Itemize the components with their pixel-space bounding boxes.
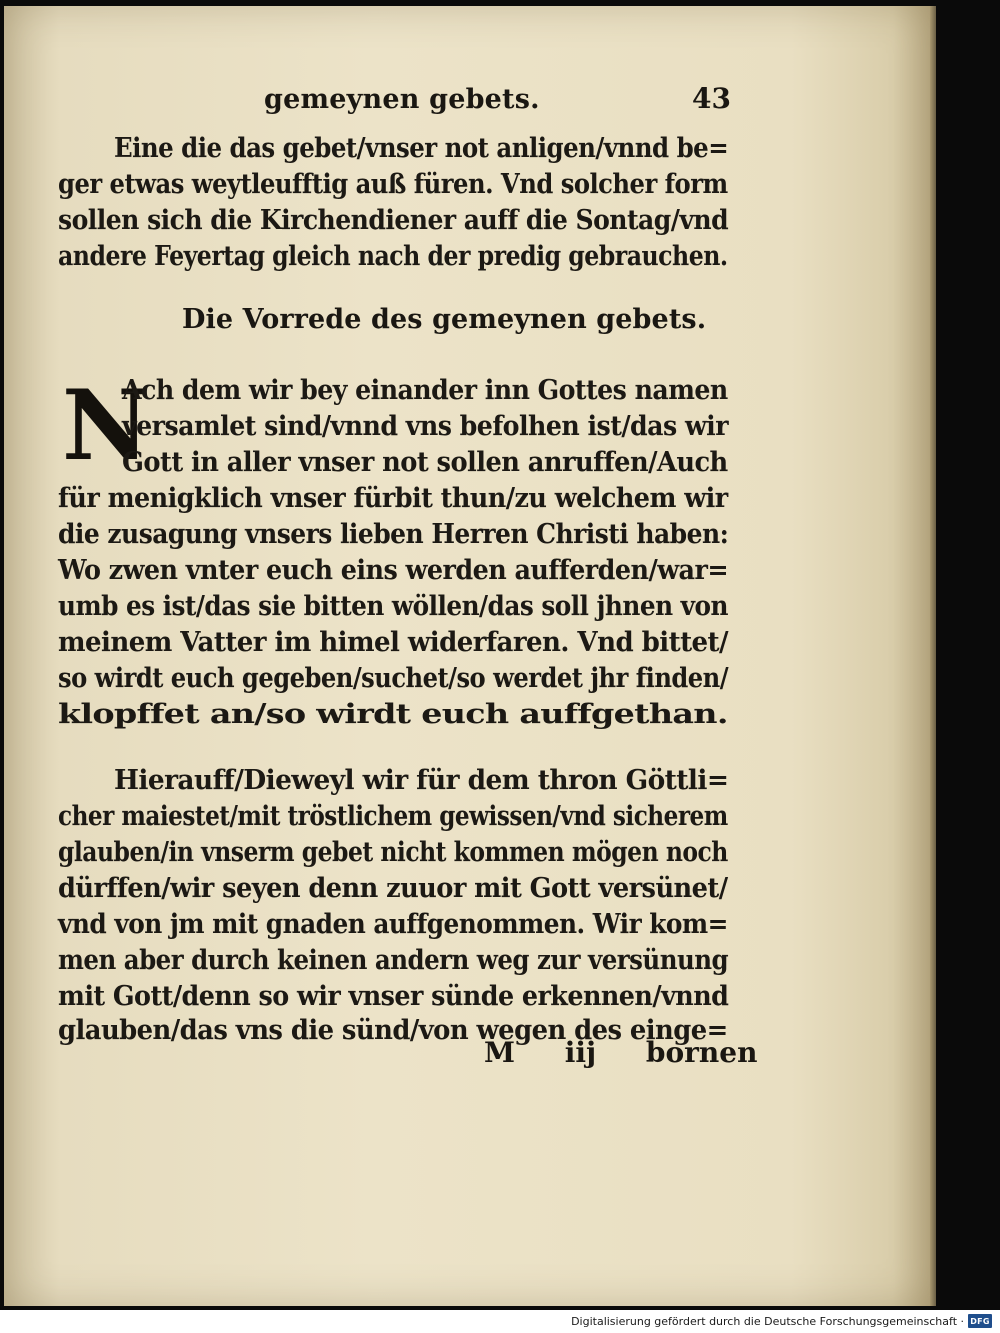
- paragraph-line: die zusagung vnsers lieben Herren Christi haben:: [58, 518, 729, 550]
- paragraph-line: umb es ist/das sie bitten wöllen/das soll jhnen von: [58, 590, 728, 622]
- paragraph-line: Gott in aller vnser not sollen anruffen/Auch: [122, 446, 728, 478]
- paragraph-line: men aber durch keinen andern weg zur versünung: [58, 944, 729, 976]
- paragraph-line: glauben/das vns die sünd/von wegen des einge=: [58, 1014, 728, 1046]
- paragraph-line: versamlet sind/vnnd vns befolhen ist/das wir: [122, 410, 728, 442]
- paragraph-line: so wirdt euch gegeben/suchet/so werdet jhr finden/: [58, 662, 729, 694]
- credit-text: Digitalisierung gefördert durch die Deutsche Forschungsgemeinschaft ·: [571, 1314, 964, 1328]
- paragraph-line: meinem Vatter im himel widerfaren. Vnd bittet/: [58, 626, 728, 658]
- intro-line: ger etwas weytleufftig auß füren. Vnd solcher form: [58, 168, 728, 200]
- paragraph-line: cher maiestet/mit tröstlichem gewissen/vnd sicherem: [58, 800, 728, 832]
- paragraph-line: für menigklich vnser fürbit thun/zu welchem wir: [58, 482, 728, 514]
- intro-line: sollen sich die Kirchendiener auff die Sontag/vnd: [58, 204, 729, 236]
- paragraph-line: mit Gott/denn so wir vnser sünde erkennen/vnnd: [58, 980, 729, 1012]
- paragraph-line: dürffen/wir seyen denn zuuor mit Gott versünet/: [58, 872, 728, 904]
- paragraph-line: Ach dem wir bey einander inn Gottes namen: [122, 374, 728, 406]
- drop-initial: N: [62, 369, 150, 482]
- section-heading: Die Vorrede des gemeynen gebets.: [182, 304, 707, 335]
- paragraph-line: glauben/in vnserm gebet nicht kommen mögen noch: [58, 836, 728, 868]
- digitization-credit: [571, 1312, 992, 1330]
- paragraph-line: Hierauff/Dieweyl wir für dem thron Göttli=: [114, 764, 729, 796]
- intro-line: andere Feyertag gleich nach der predig gebrauchen.: [58, 240, 728, 272]
- signature-mark: M iij bornen: [484, 1036, 758, 1069]
- paragraph-line: klopffet an/so wirdt euch auffgethan.: [58, 698, 728, 730]
- scanned-page: [4, 6, 930, 1306]
- running-head: gemeynen gebets.: [264, 84, 540, 115]
- paragraph-line: Wo zwen vnter euch eins werden aufferden/war=: [58, 554, 729, 586]
- page-number: 43: [692, 82, 731, 115]
- dfg-logo-icon: DFG: [968, 1314, 992, 1328]
- intro-line: Eine die das gebet/vnser not anligen/vnnd be=: [114, 132, 729, 164]
- paragraph-line: vnd von jm mit gnaden auffgenommen. Wir kom=: [58, 908, 728, 940]
- page-edge: [930, 6, 936, 1306]
